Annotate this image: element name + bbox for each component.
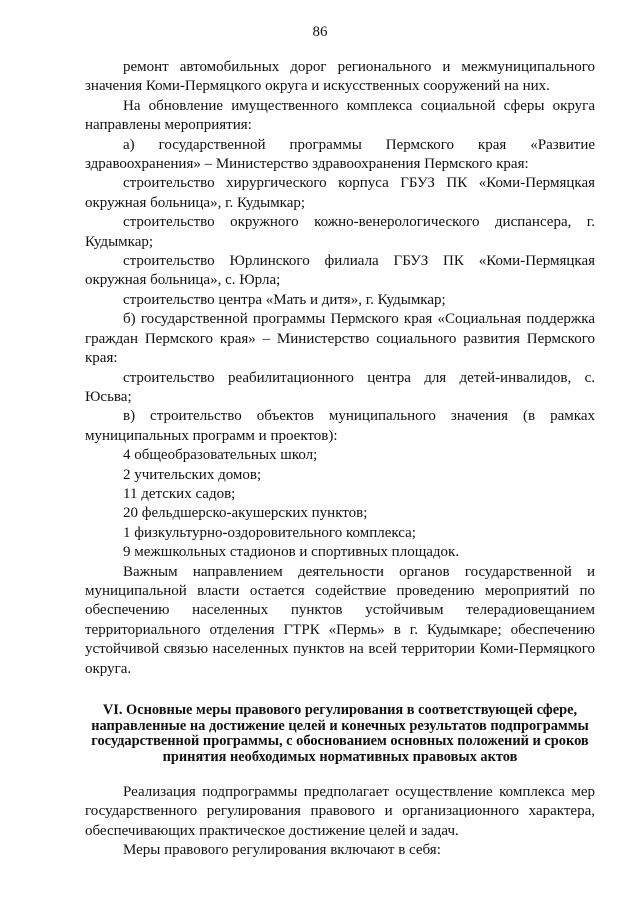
list-item-schools: 4 общеобразовательных школ; (123, 447, 318, 464)
list-item-medical-points: 20 фельдшерско-акушерских пунктов; (123, 505, 368, 522)
document-body (85, 58, 595, 861)
paragraph-social-sphere-intro: На обновление имущественного комплекса социальной сферы округа направлены мероприятия: (85, 97, 595, 134)
list-item-rehab-center: строительство реабилитационного центра для детей-инвалидов, с. Юсьва; (85, 369, 595, 405)
paragraph-regulation-measures: Меры правового регулирования включают в себя: (123, 842, 441, 859)
list-item-kindergartens: 11 детских садов; (123, 485, 236, 502)
page-number: 86 (312, 24, 328, 40)
paragraph-regulation-complex: Реализация подпрограммы предполагает осуществление комплекса мер государственного регулирования правового и организационного характера, обеспечивающих практическое достижение целей и задач. (85, 784, 595, 839)
list-item-a-health-program: а) государственной программы Пермского края «Развитие здравоохранения» – Министерство здравоохранения Пермского края: (85, 136, 595, 173)
list-item-b-social-program: б) государственной программы Пермского края «Социальная поддержка граждан Пермского края» – Министерство социального развития Пермского края: (85, 311, 595, 367)
list-item-stadiums: 9 межшкольных стадионов и спортивных площадок. (123, 544, 460, 561)
list-item-sports-complex: 1 физкультурно-оздоровительного комплекса; (123, 524, 416, 541)
section-heading-vi: VI. Основные меры правового регулирования в соответствующей сфере, направленные на достижение целей и конечных результатов подпрограммы государственной программы, с обоснованием основных положений и сроков принятия необходимых нормативных правовых актов (91, 702, 589, 765)
list-item-yurla-branch: строительство Юрлинского филиала ГБУЗ ПК «Коми-Пермяцкая окружная больница», с. Юрла; (85, 253, 595, 289)
list-item-teacher-houses: 2 учительских домов; (123, 466, 262, 483)
list-item-c-municipal-objects: в) строительство объектов муниципального значения (в рамках муниципальных программ и проектов): (85, 408, 595, 444)
list-item-surgical-building: строительство хирургического корпуса ГБУЗ ПК «Коми-Пермяцкая окружная больница», г. Кудымкар; (85, 175, 595, 211)
list-item-mother-child-center: строительство центра «Мать и дитя», г. Кудымкар; (123, 291, 446, 308)
paragraph-roads: ремонт автомобильных дорог регионального и межмуниципального значения Коми-Пермяцкого округа и искусственных сооружений на них. (85, 59, 595, 95)
paragraph-broadcasting: Важным направлением деятельности органов государственной и муниципальной власти остается содействие проведению мероприятий по обеспечению населенных пунктов устойчивым телерадиовещанием территориального отделения ГТРК «Пермь» в г. Кудымкаре; обеспечению устойчивой связью населенных пунктов на всей территории Коми-Пермяцкого округа. (85, 563, 595, 677)
list-item-dermatology-dispensary: строительство окружного кожно-венерологического диспансера, г. Кудымкар; (85, 214, 595, 250)
